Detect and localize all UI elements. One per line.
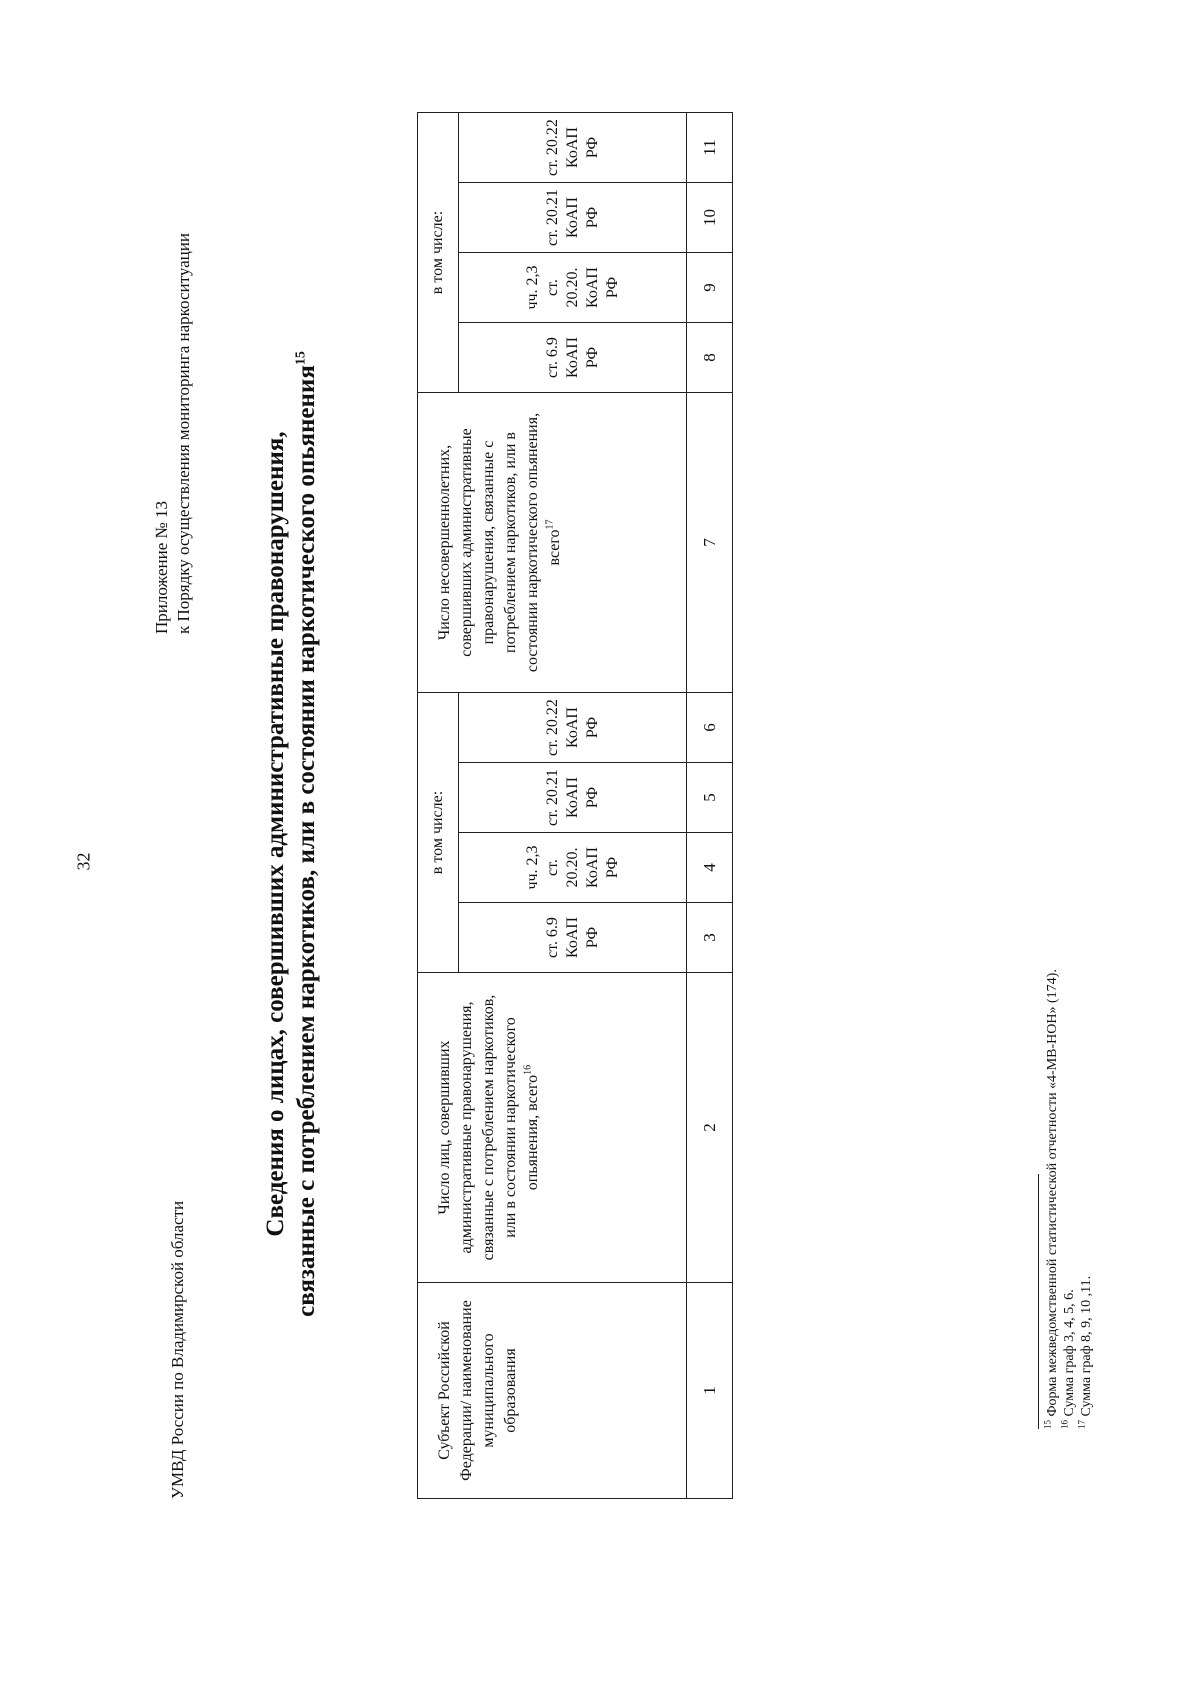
footnote-mark: 15 xyxy=(1042,1420,1053,1429)
header-col-11-text: ст. 20.22 КоАП РФ xyxy=(543,119,601,176)
header-col-5 xyxy=(459,763,687,833)
header-col-2-label: Число лиц, совершивших административные правонарушения, связанные с потреблением наркотиков, или в состоянии наркотического опьянения, всего xyxy=(436,994,541,1261)
header-col-7-label: Число несовершеннолетних, совершивших административные правонарушения, связанные с потреблением наркотиков, или в состоянии наркотического опьянения, всего xyxy=(436,412,563,673)
header-col-4 xyxy=(459,833,687,903)
title-line-2-text: связанные с потреблением наркотиков, или в состоянии наркотического опьянения xyxy=(293,365,320,1317)
header-col-5-text: ст. 20.21 КоАП РФ xyxy=(543,769,601,826)
appendix-number: Приложение № 13 xyxy=(152,501,171,634)
header-col-1-text: Субъект Российской Федерации/ наименование муниципального образования xyxy=(436,1300,519,1481)
header-col-8-text: ст. 6.9 КоАП РФ xyxy=(543,337,601,378)
header-col-2-footnote: 16 xyxy=(522,1064,534,1075)
title-footnote-mark: 15 xyxy=(293,351,309,366)
title-line-2 xyxy=(291,169,322,1499)
page-number: 32 xyxy=(73,852,94,871)
agency-name: УМВД России по Владимирской области xyxy=(168,1200,187,1499)
header-col-6-text: ст. 20.22 КоАП РФ xyxy=(543,699,601,756)
appendix-note xyxy=(151,233,195,634)
footnote-mark: 16 xyxy=(1059,1420,1070,1429)
group-header-2: в том числе: xyxy=(418,113,459,393)
footnote-divider xyxy=(1038,1174,1039,1429)
footnote-item xyxy=(1078,969,1095,1429)
column-number: 10 xyxy=(687,183,733,253)
footnote-mark: 17 xyxy=(1076,1420,1087,1429)
group-header-1: в том числе: xyxy=(418,693,459,973)
header-col-7-text xyxy=(428,393,572,692)
column-number: 7 xyxy=(687,393,733,693)
header-col-8 xyxy=(459,323,687,393)
column-number: 1 xyxy=(687,1283,733,1499)
header-col-7 xyxy=(418,393,687,693)
footnote-text: Форма межведомственной статистической отчетности «4-МВ-НОН» (174). xyxy=(1045,969,1060,1417)
column-number: 9 xyxy=(687,253,733,323)
document-title xyxy=(260,169,322,1499)
column-number: 6 xyxy=(687,693,733,763)
title-line-1: Сведения о лицах, совершивших административные правонарушения, xyxy=(262,431,289,1237)
column-number: 2 xyxy=(687,973,733,1283)
report-table xyxy=(417,112,733,1499)
header-col-10 xyxy=(459,183,687,253)
column-number: 4 xyxy=(687,833,733,903)
header-col-3 xyxy=(459,903,687,973)
table-header-row xyxy=(418,113,459,1499)
header-col-2 xyxy=(418,973,687,1283)
header-col-3-text: ст. 6.9 КоАП РФ xyxy=(543,917,601,958)
header-col-6 xyxy=(459,693,687,763)
column-number: 11 xyxy=(687,113,733,183)
header-col-10-text: ст. 20.21 КоАП РФ xyxy=(543,189,601,246)
column-number: 3 xyxy=(687,903,733,973)
header-col-7-footnote: 17 xyxy=(544,519,556,530)
column-number: 5 xyxy=(687,763,733,833)
footnotes xyxy=(1044,969,1095,1429)
footnote-text: Сумма граф 8, 9, 10 ,11. xyxy=(1079,1275,1094,1417)
header-col-11 xyxy=(459,113,687,183)
column-number-row xyxy=(687,113,733,1499)
header-col-9-text: чч. 2,3 ст. 20.20. КоАП РФ xyxy=(523,265,621,310)
column-number: 8 xyxy=(687,323,733,393)
header-col-9 xyxy=(459,253,687,323)
header-col-1 xyxy=(418,1283,687,1499)
appendix-reference: к Порядку осуществления мониторинга наркоситуации xyxy=(174,233,193,634)
footnote-text: Сумма граф 3, 4, 5, 6. xyxy=(1062,1289,1077,1417)
header-col-4-text: чч. 2,3 ст. 20.20. КоАП РФ xyxy=(523,845,621,890)
footnote-item xyxy=(1061,969,1078,1429)
footnote-item xyxy=(1044,969,1061,1429)
header-col-2-text xyxy=(428,973,550,1282)
